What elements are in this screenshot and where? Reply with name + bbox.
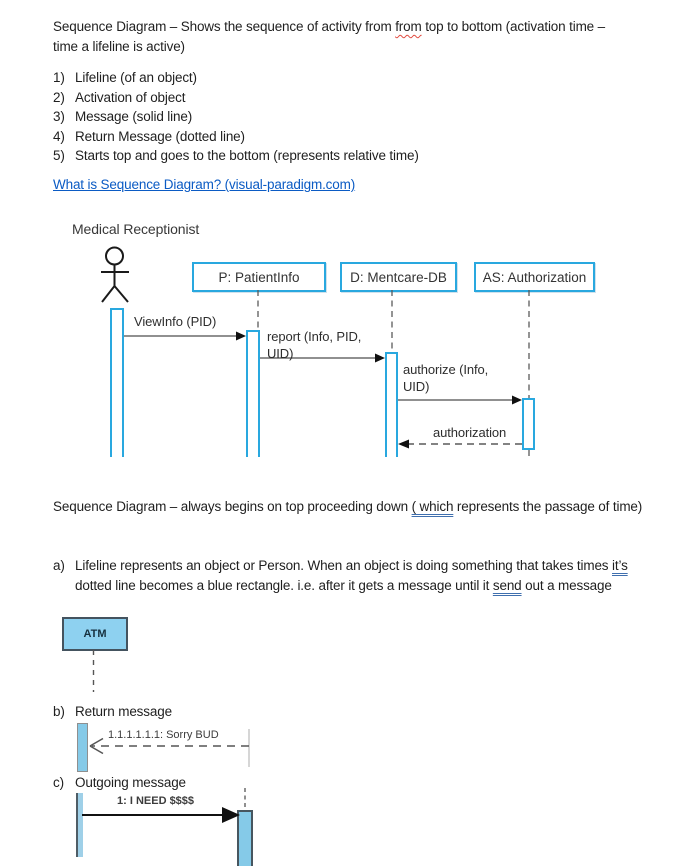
item-b-title: Return message [75, 704, 172, 719]
activation-bar-mentcare-db [385, 352, 398, 457]
list-item-text: Lifeline (of an object) [75, 70, 197, 85]
list-item-text: Return Message (dotted line) [75, 128, 245, 144]
item-a-text-3: out a message [521, 577, 612, 593]
spell-error-word: from [395, 19, 422, 34]
activation-bar-receptionist [110, 308, 124, 457]
list-item-text: Activation of object [75, 89, 186, 105]
para2-text-2: represents the passage of time) [453, 499, 643, 514]
arrowhead-authorize [512, 396, 522, 405]
list-item [53, 127, 653, 147]
object-box-patientinfo [192, 262, 326, 292]
item-c-number: c) [53, 775, 64, 790]
arrowhead-authorization [398, 440, 409, 449]
object-box-mentcare-db [340, 262, 457, 292]
para2-text-1: Sequence Diagram – always begins on top proceeding down [53, 499, 412, 514]
item-a-text-1: Lifeline represents an object or Person. When an object is doing something that takes times [75, 558, 613, 573]
intro-paragraph [53, 17, 631, 56]
list-item [53, 68, 653, 88]
list-item [53, 146, 653, 166]
list-item-number: 2) [53, 89, 65, 105]
object-box-label: D: Mentcare-DB [350, 269, 447, 285]
list-item-number: 4) [53, 128, 65, 144]
section-b-heading [53, 704, 172, 719]
item-a-number: a) [53, 558, 65, 573]
external-link[interactable]: What is Sequence Diagram? (visual-paradigm.com) [53, 177, 356, 192]
return-message-label: 1.1.1.1.1.1: Sorry BUD [108, 729, 219, 741]
item-a-paragraph [53, 556, 645, 595]
outgoing-message-label: 1: I NEED $$$$ [117, 795, 195, 807]
outgoing-sender-bar [76, 793, 83, 857]
message-label-report: report (Info, PID, UID) [267, 329, 362, 361]
intro-text-2: top to bottom (activation time – time a lifeline is active) [53, 19, 605, 54]
para2-paragraph [53, 497, 668, 517]
activation-bar-authorization [522, 398, 535, 450]
intro-text-1: Sequence Diagram – Shows the sequence of activity from [53, 19, 396, 34]
object-box-authorization [474, 262, 595, 292]
object-box-label: AS: Authorization [482, 269, 587, 285]
item-c-title: Outgoing message [75, 775, 186, 790]
open-arrowhead-b [90, 739, 103, 754]
grammar-error-its: it’s [612, 558, 628, 573]
item-b-number: b) [53, 704, 65, 719]
list-item-text: Message (solid line) [75, 109, 193, 124]
return-activation-bar [77, 723, 88, 772]
item-a-text [75, 556, 645, 595]
message-label-authorization: authorization [433, 425, 507, 440]
object-box-label: P: PatientInfo [218, 269, 300, 285]
activation-bar-patientinfo [246, 330, 260, 457]
list-item-number: 1) [53, 70, 65, 85]
numbered-list [53, 68, 653, 166]
actor-stick-figure-icon [101, 248, 129, 303]
item-a-text-2: dotted line becomes a blue rectangle. i.e. after it gets a message until it [75, 577, 493, 593]
atm-box [62, 617, 128, 651]
list-item [53, 88, 653, 108]
section-c-heading [53, 775, 186, 790]
atm-label: ATM [83, 628, 107, 640]
message-label-viewinfo: ViewInfo (PID) [134, 314, 217, 329]
message-label-authorize: authorize (Info, UID) [403, 362, 489, 394]
list-item [53, 107, 653, 127]
outgoing-receiver-bar [237, 810, 253, 866]
list-item-number: 5) [53, 148, 65, 163]
arrowhead-viewinfo [236, 332, 246, 341]
list-item-number: 3) [53, 109, 65, 124]
list-item-text: Starts top and goes to the bottom (represents relative time) [75, 148, 419, 163]
grammar-error-phrase: ( which [411, 499, 454, 514]
actor-label: Medical Receptionist [72, 221, 200, 237]
grammar-error-send: send [492, 577, 522, 593]
